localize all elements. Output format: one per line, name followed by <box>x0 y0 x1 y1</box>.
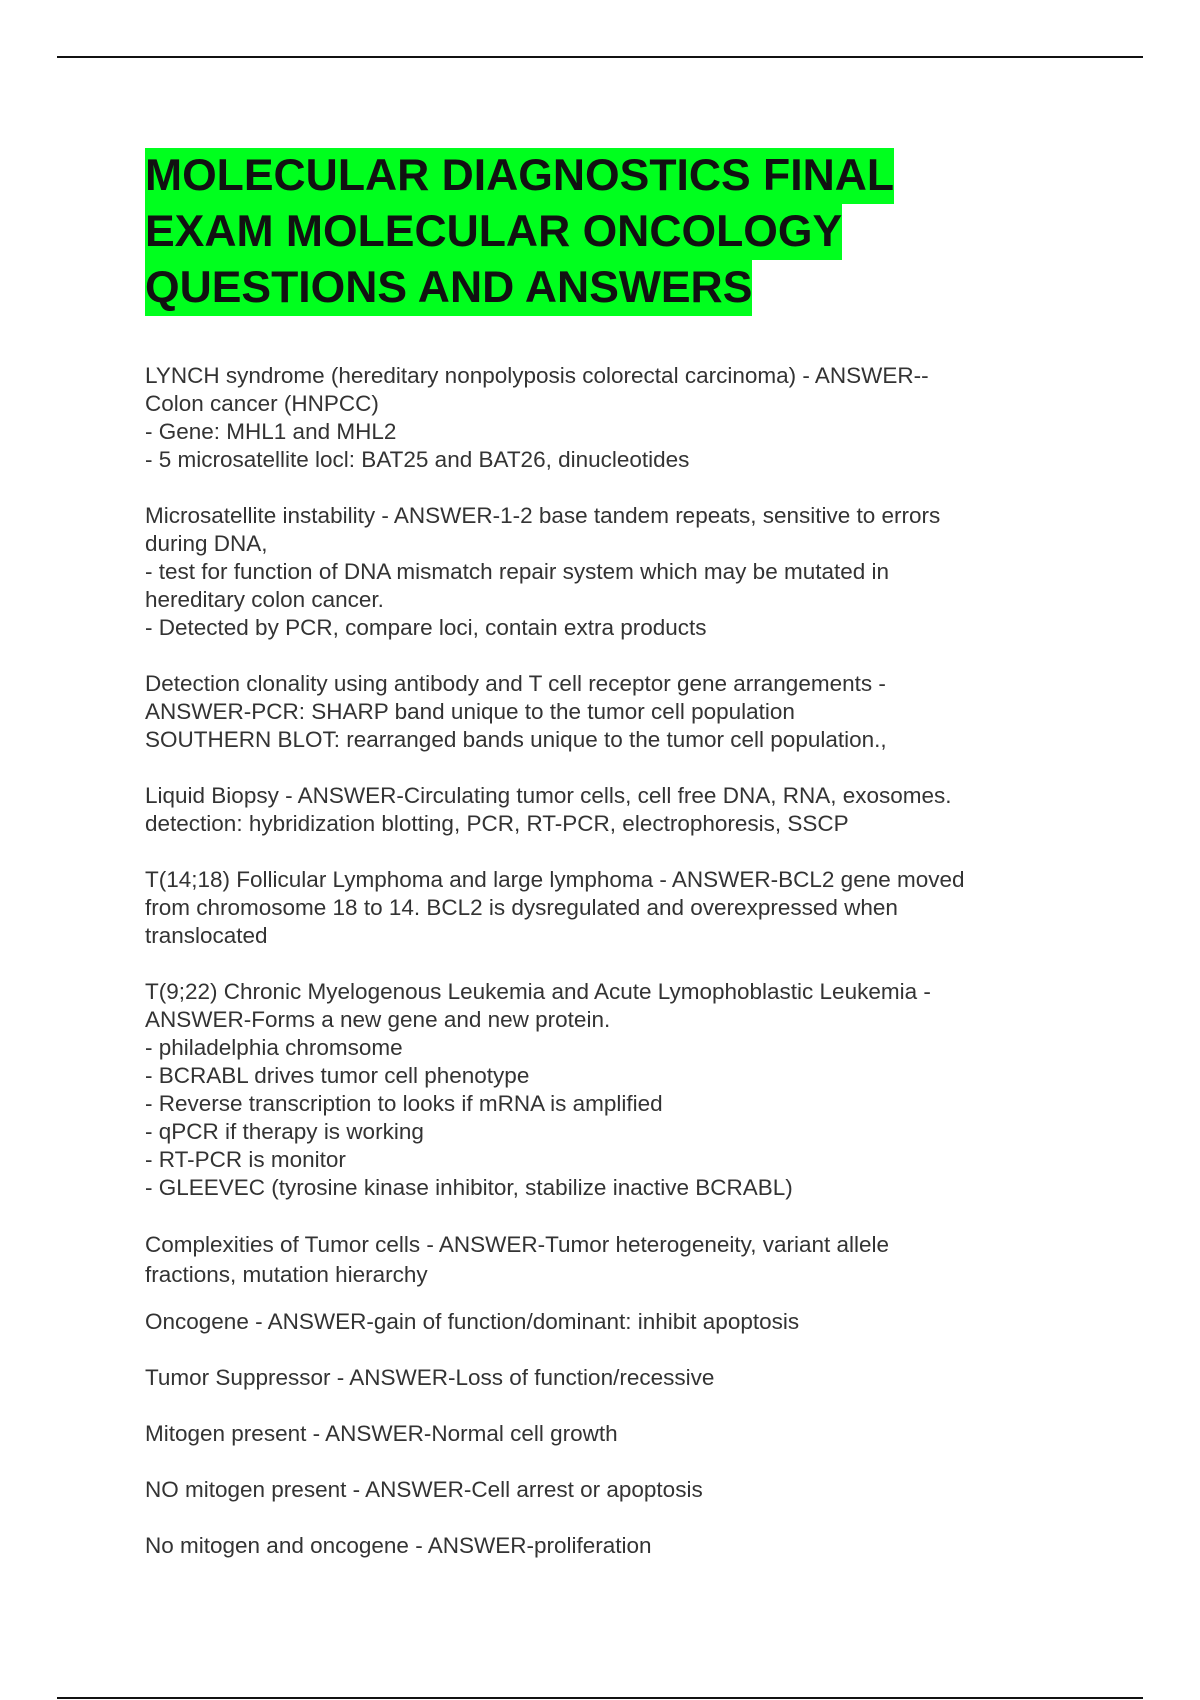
entry-line: from chromosome 18 to 14. BCL2 is dysregulated and overexpressed when <box>145 895 898 920</box>
entry-line: - 5 microsatellite locl: BAT25 and BAT26, dinucleotides <box>145 447 690 472</box>
entry-line: LYNCH syndrome (hereditary nonpolyposis colorectal carcinoma) - ANSWER-- <box>145 363 929 388</box>
entry-line: ANSWER-Forms a new gene and new protein. <box>145 1007 611 1032</box>
entry-line: T(14;18) Follicular Lymphoma and large lymphoma - ANSWER-BCL2 gene moved <box>145 867 965 892</box>
entry-line: - test for function of DNA mismatch repair system which may be mutated in <box>145 559 890 584</box>
entry-line: Colon cancer (HNPCC) <box>145 391 379 416</box>
entry-line: during DNA, <box>145 531 268 556</box>
document-body <box>145 148 1045 1588</box>
entry-line: fractions, mutation hierarchy <box>145 1262 428 1287</box>
document-title <box>145 148 1045 316</box>
entry-line: NO mitogen present - ANSWER-Cell arrest or apoptosis <box>145 1477 703 1502</box>
qa-entry-tumor-suppressor <box>145 1364 1045 1392</box>
entry-line: - BCRABL drives tumor cell phenotype <box>145 1063 530 1088</box>
title-line: QUESTIONS AND ANSWERS <box>145 260 752 316</box>
qa-entry-no-mitogen-oncogene <box>145 1532 1045 1560</box>
entry-line: hereditary colon cancer. <box>145 587 384 612</box>
title-line: MOLECULAR DIAGNOSTICS FINAL <box>145 148 894 204</box>
title-line: EXAM MOLECULAR ONCOLOGY <box>145 204 842 260</box>
entry-line: translocated <box>145 923 268 948</box>
entry-line: - Reverse transcription to looks if mRNA is amplified <box>145 1091 663 1116</box>
entry-line: SOUTHERN BLOT: rearranged bands unique to the tumor cell population., <box>145 727 887 752</box>
entry-line: - Detected by PCR, compare loci, contain extra products <box>145 615 707 640</box>
entry-line: Tumor Suppressor - ANSWER-Loss of function/recessive <box>145 1365 715 1390</box>
entry-line: - qPCR if therapy is working <box>145 1119 424 1144</box>
entry-line: ANSWER-PCR: SHARP band unique to the tumor cell population <box>145 699 795 724</box>
entry-line: Oncogene - ANSWER-gain of function/dominant: inhibit apoptosis <box>145 1309 800 1334</box>
qa-entry-tumor-complexities <box>145 1230 1045 1290</box>
entry-line: T(9;22) Chronic Myelogenous Leukemia and Acute Lymophoblastic Leukemia - <box>145 979 931 1004</box>
entry-line: - RT-PCR is monitor <box>145 1147 346 1172</box>
qa-entry-oncogene <box>145 1308 1045 1336</box>
qa-entry-microsatellite-instability <box>145 502 1045 642</box>
entry-line: No mitogen and oncogene - ANSWER-proliferation <box>145 1533 652 1558</box>
qa-entry-no-mitogen-present <box>145 1476 1045 1504</box>
qa-entry-t14-18 <box>145 866 1045 950</box>
footer-rule <box>57 1697 1143 1699</box>
qa-entry-lynch-syndrome <box>145 362 1045 474</box>
entry-line: Detection clonality using antibody and T cell receptor gene arrangements - <box>145 671 886 696</box>
entry-line: - GLEEVEC (tyrosine kinase inhibitor, stabilize inactive BCRABL) <box>145 1175 793 1200</box>
qa-entry-t9-22 <box>145 978 1045 1202</box>
entry-line: Liquid Biopsy - ANSWER-Circulating tumor cells, cell free DNA, RNA, exosomes. <box>145 783 952 808</box>
entry-line: Microsatellite instability - ANSWER-1-2 base tandem repeats, sensitive to errors <box>145 503 941 528</box>
qa-entry-detection-clonality <box>145 670 1045 754</box>
qa-entry-liquid-biopsy <box>145 782 1045 838</box>
entry-line: - Gene: MHL1 and MHL2 <box>145 419 397 444</box>
entry-line: Complexities of Tumor cells - ANSWER-Tumor heterogeneity, variant allele <box>145 1232 890 1257</box>
header-rule <box>57 56 1143 58</box>
entry-line: detection: hybridization blotting, PCR, RT-PCR, electrophoresis, SSCP <box>145 811 849 836</box>
qa-entry-mitogen-present <box>145 1420 1045 1448</box>
entry-line: - philadelphia chromsome <box>145 1035 403 1060</box>
entry-line: Mitogen present - ANSWER-Normal cell growth <box>145 1421 618 1446</box>
